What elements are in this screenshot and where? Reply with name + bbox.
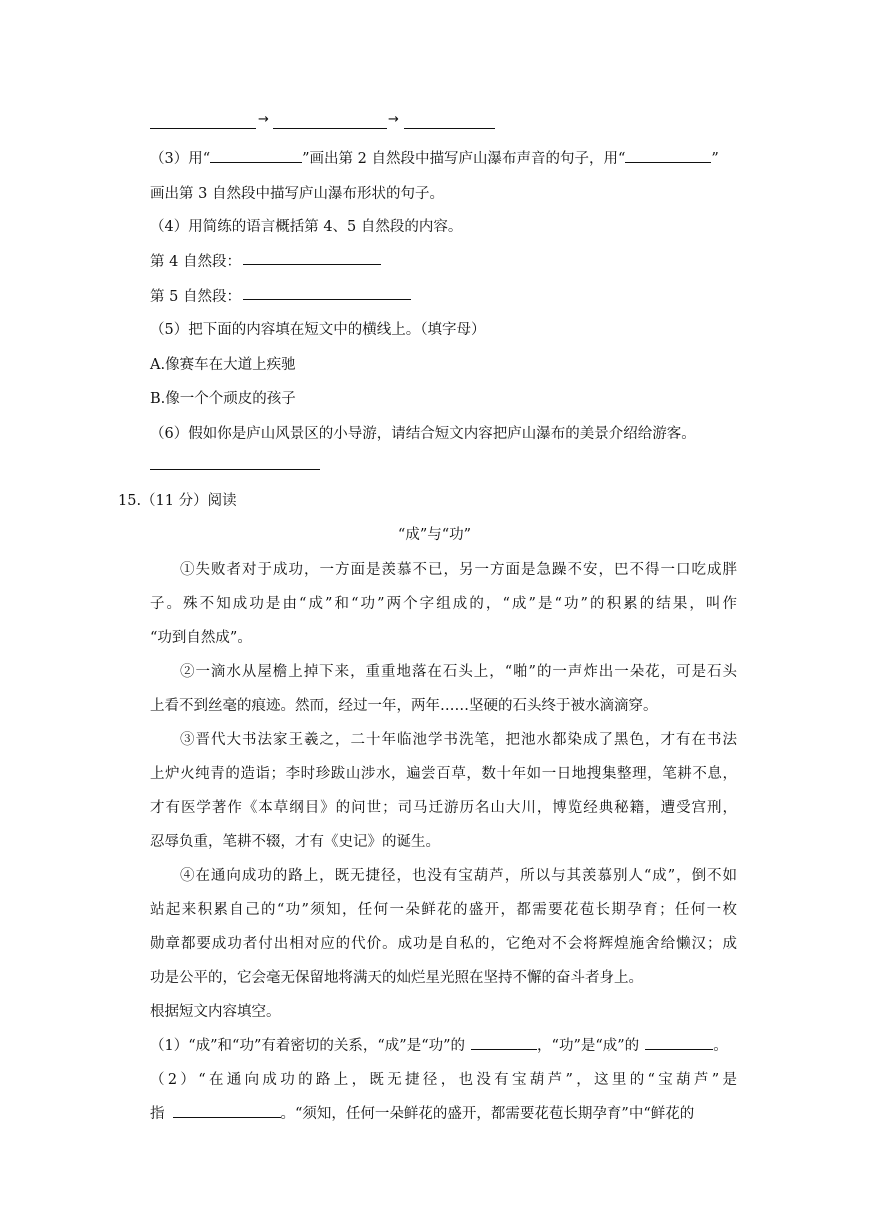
answer-blank[interactable] [243, 264, 381, 265]
subquestion-2-line2 [150, 1102, 694, 1123]
para5-label: 第 5 自然段： [150, 289, 241, 305]
arrow-right-icon: → [388, 112, 399, 127]
answer-blank[interactable] [273, 128, 387, 129]
article-line: “功到自然成”。 [150, 630, 252, 646]
article-line: 忍辱负重，笔耕不辍，才有《史记》的诞生。 [150, 834, 440, 850]
article-line: 才有医学著作《本草纲目》的问世；司马迁游历名山大川，博览经典秘籍，遭受宫刑， [150, 800, 737, 816]
article-line: 勋章都要成功者付出相对应的代价。成功是自私的，它绝对不会将辉煌施舍给懒汉；成 [150, 936, 737, 952]
subquestion-2-line1: （2）“在通向成功的路上，既无捷径，也没有宝葫芦”，这里的“宝葫芦”是 [150, 1072, 737, 1088]
article-line: ③晋代大书法家王羲之，二十年临池学书洗笔，把池水都染成了黑色，才有在书法 [180, 732, 737, 748]
question-text: ，“功”是“成”的 [537, 1038, 640, 1054]
question-4: （4）用简练的语言概括第 4、5 自然段的内容。 [150, 219, 463, 235]
answer-blank[interactable] [625, 148, 711, 163]
para4-label: 第 4 自然段： [150, 254, 241, 270]
article-line: 上看不到丝毫的痕迹。然而，经过一年，两年……坚硬的石头终于被水滴滴穿。 [150, 698, 658, 714]
question-5: （5）把下面的内容填在短文中的横线上。（填字母） [150, 322, 486, 338]
article-line: ②一滴水从屋檐上掉下来，重重地落在石头上，“啪”的一声炸出一朵花，可是石头 [180, 664, 737, 680]
article-line: 上炉火纯青的造诣；李时珍跋山涉水，遍尝百草，数十年如一日地搜集整理，笔耕不息， [150, 766, 737, 782]
question-text: 。 [713, 1038, 728, 1054]
question-3-line1 [150, 147, 719, 168]
article-line: 功是公平的，它会毫无保留地将满天的灿烂星光照在坚持不懈的奋斗者身上。 [150, 970, 643, 986]
subquestion-1 [150, 1034, 728, 1055]
question-text: （1）“成”和“功”有着密切的关系，“成”是“功”的 [150, 1038, 466, 1054]
question-text: 。“须知，任何一朵鲜花的盛开，都需要花苞长期孕育”中“鲜花的 [280, 1106, 695, 1122]
answer-blank[interactable] [210, 148, 302, 163]
question-text: 指 [150, 1106, 165, 1122]
option-b: B.像一个个顽皮的孩子 [150, 391, 296, 407]
question-text: ”画出第 2 自然段中描写庐山瀑布声音的句子，用“ [302, 151, 626, 167]
answer-blank[interactable] [173, 1103, 281, 1118]
answer-blank[interactable] [150, 469, 320, 470]
answer-blank[interactable] [471, 1035, 537, 1050]
answer-blank[interactable] [645, 1035, 713, 1050]
instruction: 根据短文内容填空。 [150, 1004, 281, 1020]
question-text: （3）用“ [150, 151, 211, 167]
article-line: 站起来积累自己的“功”须知，任何一朵鲜花的盛开，都需要花苞长期孕育；任何一枚 [150, 902, 737, 918]
answer-blank[interactable] [243, 299, 411, 300]
article-title: “成”与“功” [397, 527, 472, 543]
question-6: （6）假如你是庐山风景区的小导游，请结合短文内容把庐山瀑布的美景介绍给游客。 [150, 426, 696, 442]
answer-blank[interactable] [150, 128, 256, 129]
question-3-line2: 画出第 3 自然段中描写庐山瀑布形状的句子。 [150, 186, 444, 202]
question-15-header: 15.（11 分）阅读 [118, 493, 237, 509]
article-line: ④在通向成功的路上，既无捷径，也没有宝葫芦，所以与其羡慕别人“成”，倒不如 [180, 868, 737, 884]
article-line: 子。殊不知成功是由“成”和“功”两个字组成的，“成”是“功”的积累的结果，叫作 [150, 596, 737, 612]
question-text: ” [711, 151, 719, 167]
arrow-right-icon: → [258, 112, 269, 127]
article-line: ①失败者对于成功，一方面是羡慕不已，另一方面是急躁不安，巴不得一口吃成胖 [180, 562, 737, 578]
option-a: A.像赛车在大道上疾驰 [150, 357, 296, 373]
answer-blank[interactable] [404, 128, 495, 129]
